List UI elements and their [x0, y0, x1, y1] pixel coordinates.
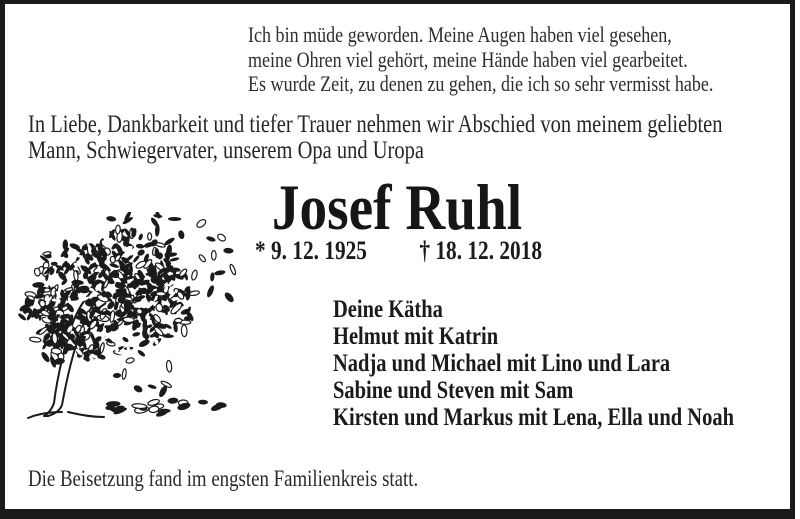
tree-leaves — [17, 212, 236, 418]
ground-line — [28, 412, 104, 418]
farewell-intro — [28, 112, 723, 163]
mourners-list — [333, 296, 734, 431]
life-dates — [255, 236, 542, 266]
verse-line: Ich bin müde geworden. Meine Augen haben viel gesehen, — [248, 22, 672, 47]
verse-line: meine Ohren viel gehört, meine Hände haben viel gearbeitet. — [248, 46, 688, 72]
mourner-line: Helmut mit Katrin — [333, 323, 499, 350]
verse-line: Es wurde Zeit, zu denen zu gehen, die ich so sehr vermisst habe. — [248, 71, 714, 96]
intro-line: Mann, Schwiegervater, unserem Opa und Uropa — [28, 136, 424, 164]
mourner-line: Sabine und Steven mit Sam — [333, 377, 574, 404]
mourner-line: Nadja und Michael mit Lino und Lara — [333, 350, 671, 377]
mourner-line: Kirsten und Markus mit Lena, Ella und Noah — [333, 404, 734, 431]
tree-illustration — [14, 212, 239, 424]
closing-line: Die Beisetzung fand im engsten Familienkreis statt. — [28, 466, 419, 491]
mourner-line: Deine Kätha — [333, 296, 443, 323]
intro-line: In Liebe, Dankbarkeit und tiefer Trauer nehmen wir Abschied von meinem geliebten — [28, 111, 723, 138]
deceased-name: Josef Ruhl — [271, 172, 523, 244]
birth-date: * 9. 12. 1925 — [255, 236, 367, 265]
memorial-verse — [248, 23, 713, 97]
death-date: † 18. 12. 2018 — [419, 236, 542, 265]
